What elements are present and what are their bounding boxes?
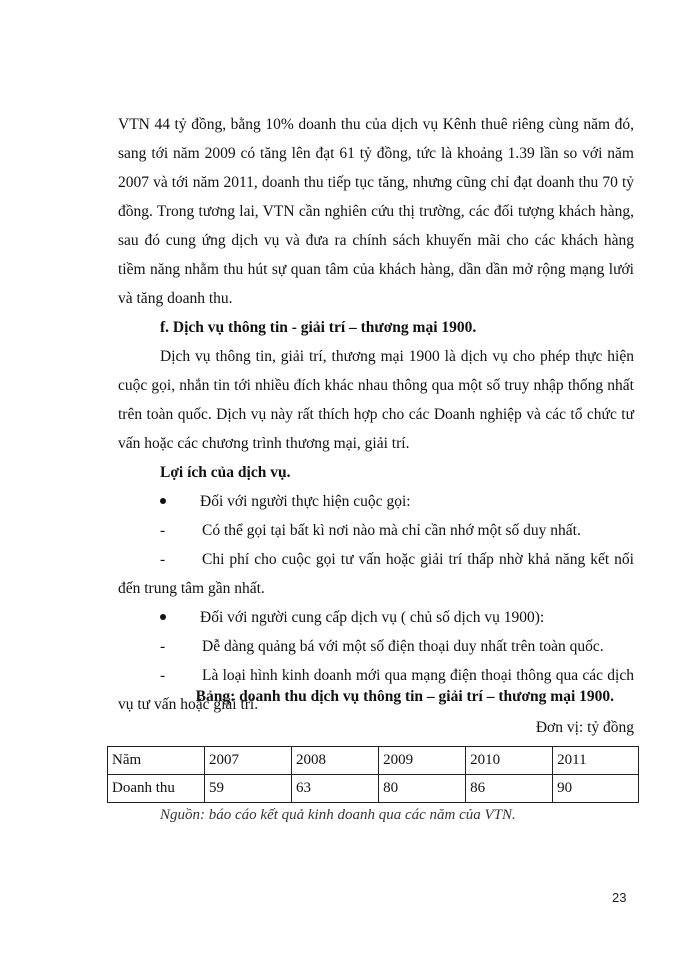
bullet-text: Đối với người cung cấp dịch vụ ( chủ số dịch vụ 1900): bbox=[200, 609, 545, 626]
bullet-item-providers bbox=[118, 603, 634, 632]
dash-marker: - bbox=[160, 522, 166, 539]
bullet-text: Đối với người thực hiện cuộc gọi: bbox=[200, 493, 411, 510]
table-header-cell: Năm bbox=[108, 747, 205, 775]
dash-item bbox=[118, 632, 634, 661]
table-source: Nguồn: báo cáo kết quả kinh doanh qua các năm của VTN. bbox=[160, 807, 516, 823]
section-body-paragraph: Dịch vụ thông tin, giải trí, thương mại 1900 là dịch vụ cho phép thực hiện cuộc gọi, nhắn tin tới nhiều đích khác nhau thông qua một số truy nhập thống nhất trên toàn quốc. Dịch vụ này rất thích hợp cho các Doanh nghiệp và các tổ chức tư vấn hoặc các chương trình thương mại, giải trí. bbox=[118, 348, 634, 452]
dash-text: Dễ dàng quảng bá với một số điện thoại duy nhất trên toàn quốc. bbox=[202, 638, 604, 655]
revenue-table bbox=[107, 746, 639, 803]
table-caption: Bảng: doanh thu dịch vụ thông tin – giải trí – thương mại 1900. bbox=[195, 688, 614, 705]
intro-paragraph: VTN 44 tỷ đồng, bằng 10% doanh thu của dịch vụ Kênh thuê riêng cùng năm đó, sang tới năm 2009 có tăng lên đạt 61 tỷ đồng, tức là khoảng 1.39 lần so với năm 2007 và tới năm 2011, doanh thu tiếp tục tăng, nhưng cũng chỉ đạt doanh thu 70 tỷ đồng. Trong tương lai, VTN cần nghiên cứu thị trường, các đối tượng khách hàng, sau đó cung ứng dịch vụ và đưa ra chính sách khuyến mãi cho các khách hàng tiềm năng nhằm thu hút sự quan tâm của khách hàng, dần dần mở rộng mạng lưới và tăng doanh thu. bbox=[118, 116, 634, 307]
page-number: 23 bbox=[612, 890, 627, 905]
dash-text: Có thể gọi tại bất kì nơi nào mà chỉ cần nhớ một số duy nhất. bbox=[202, 522, 581, 539]
table-cell: 2010 bbox=[466, 747, 553, 775]
dash-item bbox=[118, 545, 634, 603]
dash-marker: - bbox=[160, 667, 166, 684]
table-row-revenue bbox=[108, 775, 639, 803]
table-row-years bbox=[108, 747, 639, 775]
dash-text: Là loại hình kinh doanh mới qua mạng điện thoại thông qua các dịch vụ tư vấn hoặc giải trí. bbox=[118, 667, 634, 713]
table-cell: 2009 bbox=[379, 747, 466, 775]
table-unit: Đơn vị: tỷ đồng bbox=[535, 719, 634, 736]
dash-item bbox=[118, 516, 634, 545]
bullet-dot-icon bbox=[118, 603, 200, 632]
table-cell: 90 bbox=[553, 775, 639, 803]
dash-marker: - bbox=[160, 638, 166, 655]
section-heading: f. Dịch vụ thông tin - giải trí – thương mại 1900. bbox=[160, 319, 477, 336]
benefits-heading: Lợi ích của dịch vụ. bbox=[160, 464, 291, 481]
body-text bbox=[118, 110, 634, 719]
dash-text: Chi phí cho cuộc gọi tư vấn hoặc giải trí thấp nhờ khả năng kết nối đến trung tâm gần nhất. bbox=[118, 551, 634, 597]
table-cell: 63 bbox=[292, 775, 379, 803]
table-cell: 80 bbox=[379, 775, 466, 803]
table-header-cell: Doanh thu bbox=[108, 775, 205, 803]
table-cell: 59 bbox=[205, 775, 292, 803]
dash-marker: - bbox=[160, 551, 166, 568]
bullet-dot-icon bbox=[118, 487, 200, 516]
table-cell: 2011 bbox=[553, 747, 639, 775]
table-cell: 2007 bbox=[205, 747, 292, 775]
table-cell: 2008 bbox=[292, 747, 379, 775]
table-cell: 86 bbox=[466, 775, 553, 803]
bullet-item-callers bbox=[118, 487, 634, 516]
